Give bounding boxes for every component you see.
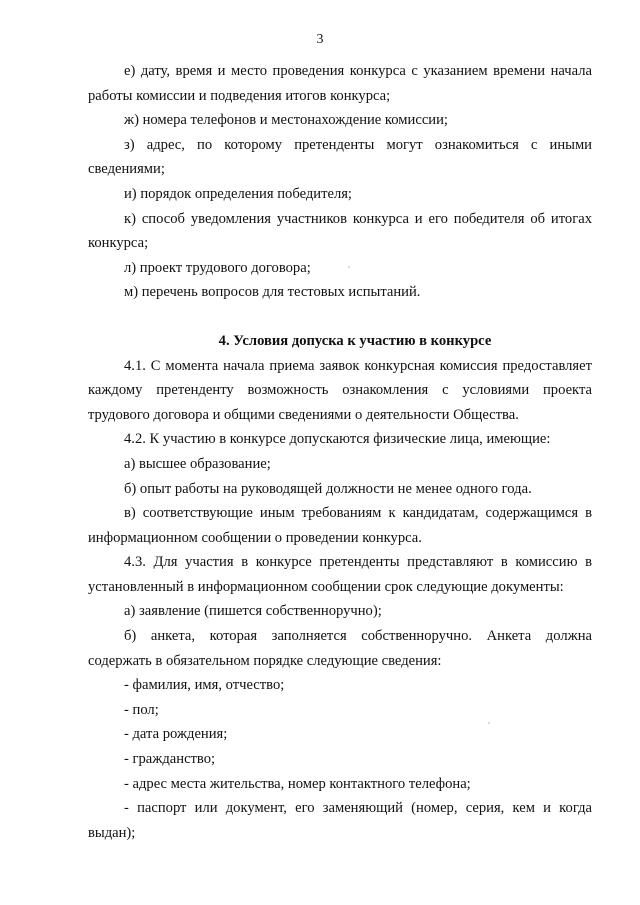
scan-speck [348, 266, 350, 268]
paragraph-4-1: 4.1. С момента начала приема заявок конкурсная комиссия предоставляет каждому претенденту возможность ознакомления с условиями проекта трудового договора и общими сведениями о деятельности Общества. [88, 357, 592, 423]
list-item-z: з) адрес, по которому претенденты могут ознакомиться с иными сведениями; [88, 136, 592, 178]
field-birthdate: - дата рождения; [124, 726, 228, 743]
field-sex: - пол; [124, 701, 159, 718]
list-item-k: к) способ уведомления участников конкурса и его победителя об итогах конкурса; [88, 210, 592, 252]
page-content [88, 59, 592, 845]
page-number: 3 [316, 32, 324, 47]
field-citizenship: - гражданство; [124, 751, 216, 768]
list-item-l: л) проект трудового договора; [124, 259, 311, 276]
field-address: - адрес места жительства, номер контактного телефона; [124, 775, 471, 792]
list-item-m: м) перечень вопросов для тестовых испытаний. [124, 284, 421, 301]
document-a: а) заявление (пишется собственноручно); [124, 603, 382, 620]
document-b: б) анкета, которая заполняется собственноручно. Анкета должна содержать в обязательном порядке следующие сведения: [88, 628, 592, 669]
requirement-b: б) опыт работы на руководящей должности не менее одного года. [124, 480, 532, 497]
requirement-a: а) высшее образование; [124, 455, 271, 472]
field-name: - фамилия, имя, отчество; [124, 677, 285, 694]
list-item-i: и) порядок определения победителя; [124, 185, 352, 202]
list-item-zh: ж) номера телефонов и местонахождение комиссии; [124, 112, 448, 129]
list-item-e: е) дату, время и место проведения конкурса с указанием времени начала работы комиссии и подведения итогов конкурса; [88, 63, 592, 104]
requirement-v: в) соответствующие иным требованиям к кандидатам, содержащимся в информационном сообщении о проведении конкурса. [88, 505, 592, 546]
scan-speck [488, 722, 490, 724]
paragraph-4-3: 4.3. Для участия в конкурсе претенденты представляют в комиссию в установленный в информационном сообщении срок следующие документы: [88, 554, 592, 595]
field-passport: - паспорт или документ, его заменяющий (номер, серия, кем и когда выдан); [88, 800, 592, 841]
section-heading: 4. Условия допуска к участию в конкурсе [218, 332, 492, 349]
paragraph-4-2: 4.2. К участию в конкурсе допускаются физические лица, имеющие: [124, 431, 551, 448]
